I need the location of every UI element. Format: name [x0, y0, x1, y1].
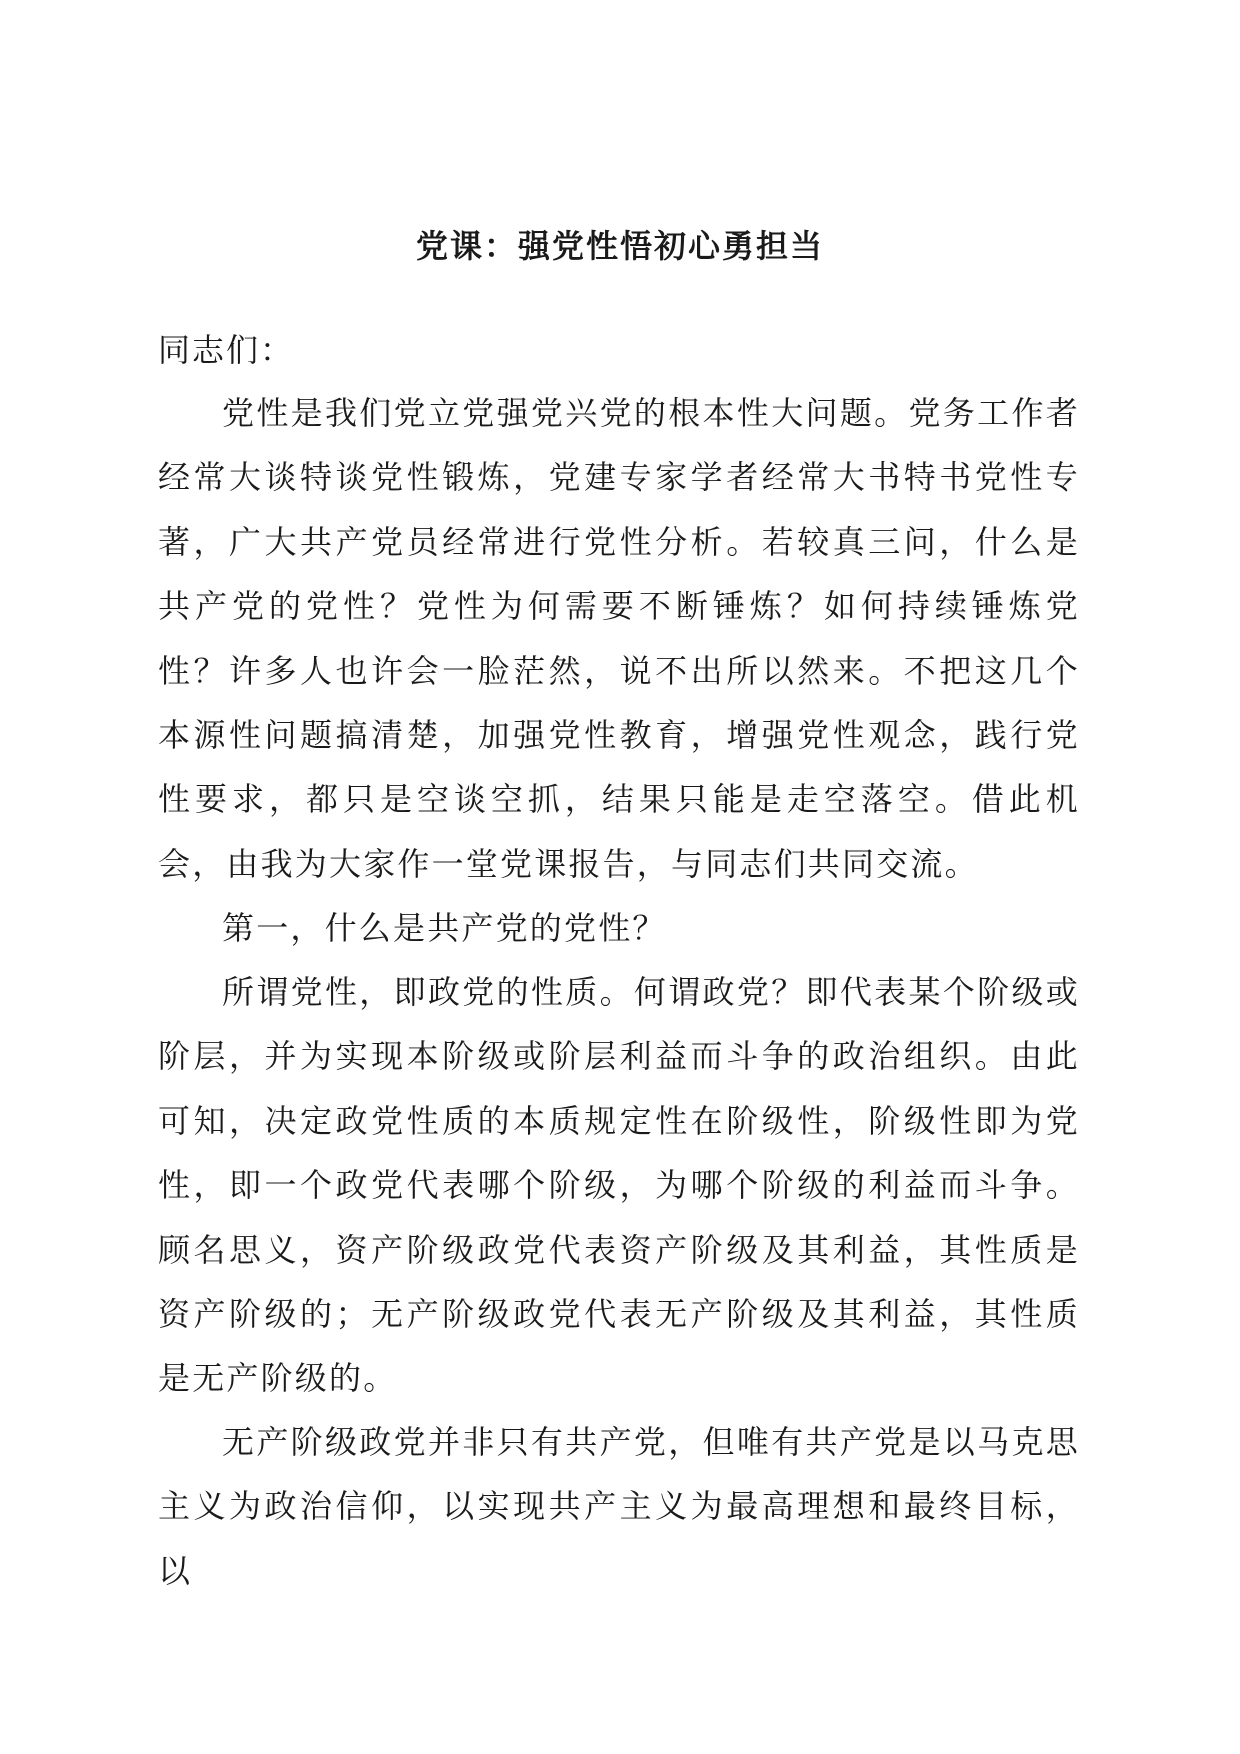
- paragraph-definition: 所谓党性，即政党的性质。何谓政党？即代表某个阶级或阶层，并为实现本阶级或阶层利益而斗争的政治组织。由此可知，决定政党性质的本质规定性在阶级性，阶级性即为党性，即一个政党代表哪个阶级，为哪个阶级的利益而斗争。顾名思义，资产阶级政党代表资产阶级及其利益，其性质是资产阶级的；无产阶级政党代表无产阶级及其利益，其性质是无产阶级的。: [158, 973, 1080, 1398]
- paragraph-intro: 党性是我们党立党强党兴党的根本性大问题。党务工作者经常大谈特谈党性锻炼，党建专家学者经常大书特书党性专著，广大共产党员经常进行党性分析。若较真三问，什么是共产党的党性？党性为何需要不断锤炼？如何持续锤炼党性？许多人也许会一脸茫然，说不出所以然来。不把这几个本源性问题搞清楚，加强党性教育，增强党性观念，践行党性要求，都只是空谈空抓，结果只能是走空落空。借此机会，由我为大家作一堂党课报告，与同志们共同交流。: [158, 394, 1080, 883]
- page-title: 党课：强党性悟初心勇担当: [415, 227, 824, 265]
- salutation: 同志们：: [158, 331, 295, 369]
- section-heading-1: 第一，什么是共产党的党性？: [222, 909, 667, 947]
- paragraph-proletarian-party: 无产阶级政党并非只有共产党，但唯有共产党是以马克思主义为政治信仰，以实现共产主义为最高理想和最终目标，以: [158, 1423, 1080, 1590]
